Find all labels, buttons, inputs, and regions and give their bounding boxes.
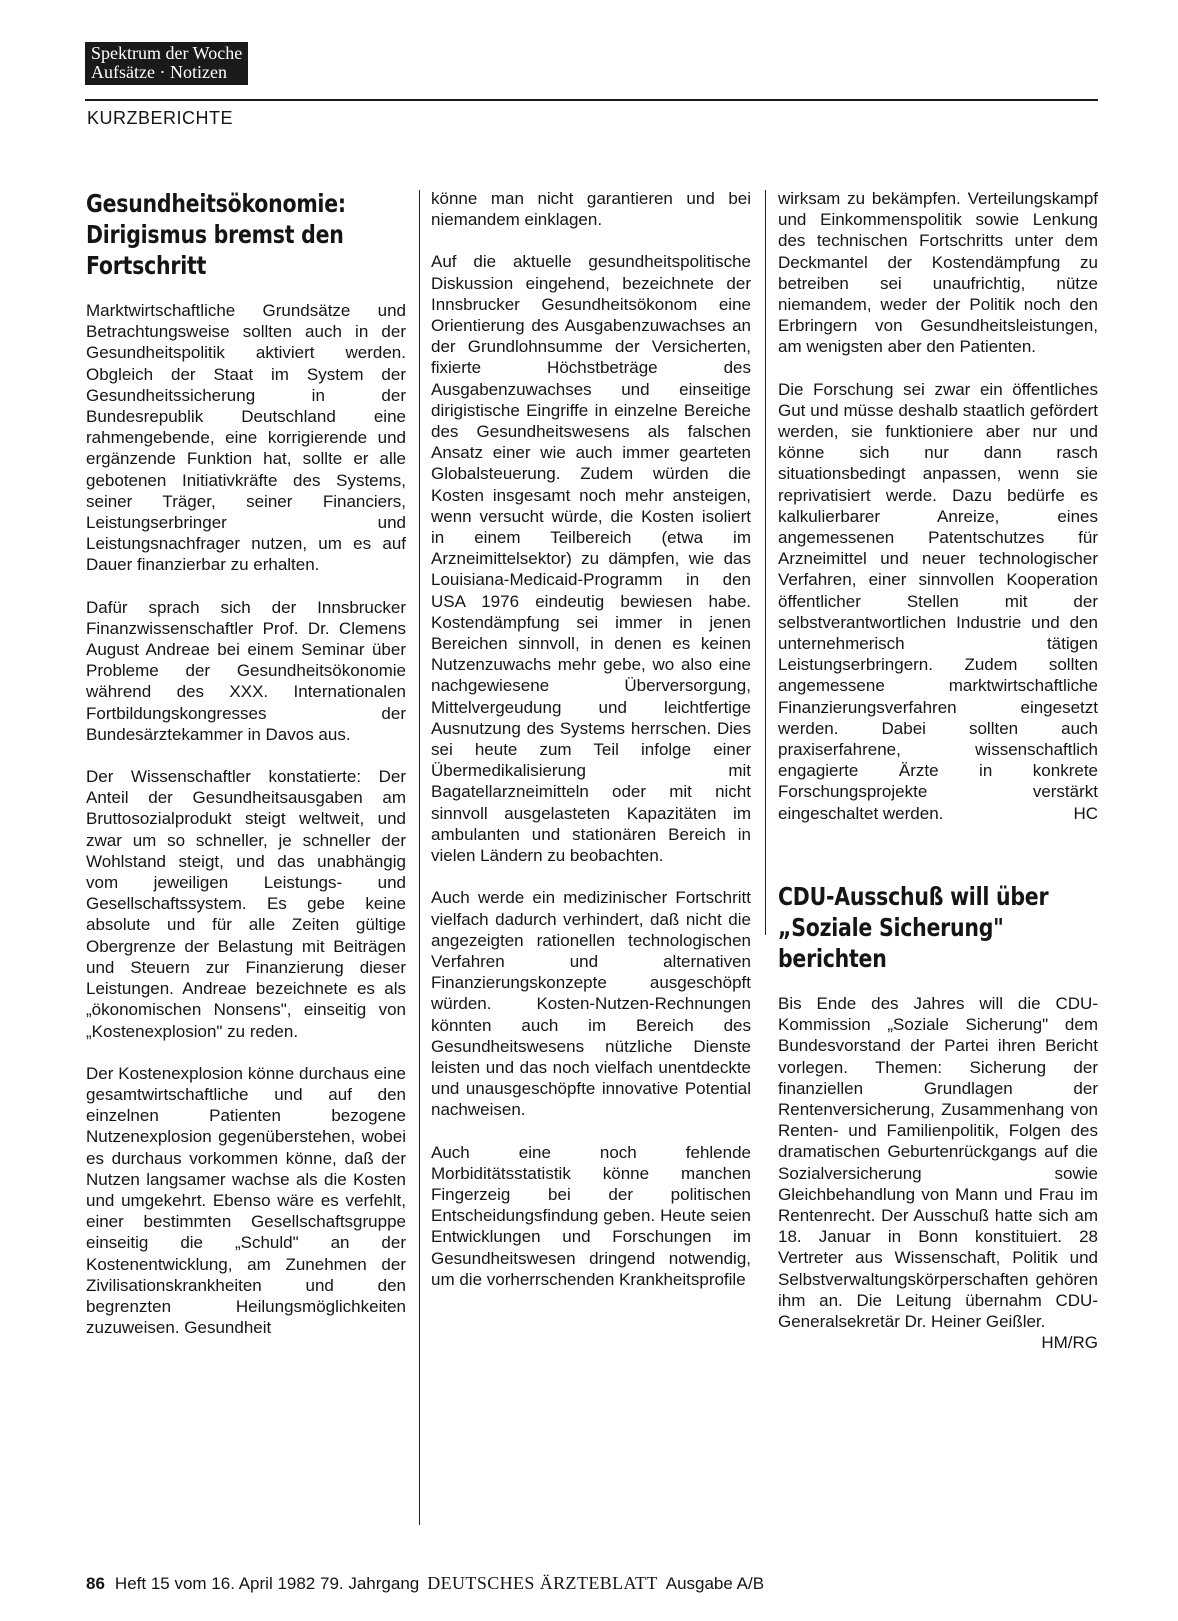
article1-paragraph-text: Die Forschung sei zwar ein öffentliches Gut und müsse deshalb staatlich gefördert werden, sie funktioniere aber nur und könne sich nur dann rasch situationsbedingt anpassen, wenn sie reprivatisiert werde. Dazu bedürfe es kalkulierbarer Anreize, eines angemessenen Patentschutzes für Arzneimittel und neuer technologischer Verfahren, einer sinnvollen Kooperation öffentlicher Stellen mit der selbstverantwortlichen Industrie und den unternehmerisch tätigen Leistungserbringern. Zudem sollten angemessene marktwirtschaftliche Finanzierungsverfahren eingesetzt werden. Dabei sollten auch praxiserfahrene, wissenschaftlich engagierte Ärzte in konkrete Forschungsprojekte verstärkt eingeschaltet werden.	[778, 379, 1098, 823]
article1-paragraph: Auch werde ein medizinischer Fortschritt vielfach dadurch verhindert, daß nicht die angezeigten rationellen technologischen Verfahren und alternativen Finanzierungskonzepte ausgeschöpft würden. Kosten-Nutzen-Rechnungen könnten auch im Bereich des Gesundheitswesens nützliche Dienste leisten und das noch vielfach unentdeckte und unausgeschöpfte innovative Potential nachweisen.	[431, 888, 751, 1120]
header-rule	[85, 99, 1098, 101]
page-footer	[86, 1573, 764, 1594]
article1-paragraph: wirksam zu bekämpfen. Verteilungskampf und Einkommenspolitik sowie Lenkung des technischen Fortschritts unter dem Deckmantel der Kostendämpfung zu betreiben sei unaufrichtig, nütze niemandem, weder der Politik noch den Erbringern von Gesundheitsleistungen, am wenigsten aber den Patienten.	[778, 189, 1098, 357]
column-rule-1	[419, 190, 420, 1525]
section-tag	[85, 42, 248, 85]
column-2	[431, 188, 751, 1311]
article2-headline: CDU-Ausschuß will über „Soziale Sicherung" berichten	[778, 881, 1049, 973]
column-rule-2	[765, 190, 766, 935]
article1-paragraph: Der Wissenschaftler konstatierte: Der Anteil der Gesundheitsausgaben am Bruttosozialprodukt steigt weltweit, und zwar um so schneller, je schneller der Wohlstand steigt, und das unabhängig vom jeweiligen Leistungs- und Gesellschaftssystem. Es gebe keine absolute und für alle Zeiten gültige Obergrenze der Belastung mit Beiträgen und Steuern zur Finanzierung dieser Leistungen. Andreae bezeichnete es als „ökonomischen Nonsens", einseitig von „Kostenexplosion" zu reden.	[86, 767, 406, 1041]
magazine-name: DEUTSCHES ÄRZTEBLATT	[427, 1573, 658, 1593]
page-number: 86	[86, 1574, 105, 1593]
article2-paragraph-text: Bis Ende des Jahres will die CDU-Kommission „Soziale Sicherung" dem Bundesvorstand der Partei ihren Bericht vorlegen. Themen: Sicherung der finanziellen Grundlagen der Rentenversicherung, Zusammenhang von Renten- und Familienpolitik, Folgen des dramatischen Geburtenrückgangs auf die Sozialversicherung sowie Gleichbehandlung von Mann und Frau im Rentenrecht. Der Ausschuß hatte sich am 18. Januar in Bonn konstituiert. 28 Vertreter aus Wissenschaft, Politik und Selbstverwaltungskörperschaften gehören ihm an. Die Leitung übernahm CDU-Generalsekretär Dr. Heiner Geißler.	[778, 993, 1098, 1331]
column-1	[86, 188, 406, 1359]
edition-info: Ausgabe A/B	[665, 1574, 765, 1593]
article1-paragraph: Auf die aktuelle gesundheitspolitische Diskussion eingehend, bezeichnete der Innsbrucker Gesundheitsökonom eine Orientierung des Ausgabenzuwachses an der Grundlohnsumme der Versicherten, fixierte Höchstbeträge des Ausgabenzuwachses und einseitige dirigistische Eingriffe in einzelne Bereiche des Gesundheitswesens als falschen Ansatz einer wie auch immer gearteten Globalsteuerung. Zudem würden die Kosten insgesamt noch mehr ansteigen, wenn versucht würde, die Kosten isoliert in einem Teilbereich (etwa im Arzneimittelsektor) zu dämpfen, wie das Louisiana-Medicaid-Programm in den USA 1976 eindeutig bewiesen habe. Kostendämpfung sei immer in jenen Bereichen sinnvoll, in denen es keinen Nutzenzuwachs mehr gebe, wo also eine nachgewiesene Überversorgung, Mittelvergeudung und leichtfertige Ausnutzung des Systems herrschen. Dies sei heute zum Teil infolge einer Übermedikalisierung mit Bagatellarzneimitteln oder mit nicht sinnvoll ausgelasteten Kapazitäten im ambulanten und stationären Bereich in vielen Ländern zu beobachten.	[431, 252, 751, 866]
article1-paragraph: könne man nicht garantieren und bei niemandem einklagen.	[431, 189, 751, 230]
article1-signature: HC	[1073, 803, 1098, 823]
article1-headline: Gesundheitsökonomie: Dirigismus bremst den Fortschritt	[86, 189, 346, 280]
category-label: KURZBERICHTE	[87, 108, 234, 128]
section-tag-line1: Spektrum der Woche	[91, 43, 243, 63]
section-tag-line2: Aufsätze · Notizen	[91, 62, 227, 82]
article2-paragraph	[778, 993, 1098, 1353]
article1-paragraph: Auch eine noch fehlende Morbiditätsstatistik könne manchen Fingerzeig bei der politischen Entscheidungsfindung geben. Heute seien Entwicklungen und Forschungen im Gesundheitswesen dringend notwendig, um die vorherrschenden Krankheitsprofile	[431, 1142, 751, 1289]
article1-paragraph: Dafür sprach sich der Innsbrucker Finanzwissenschaftler Prof. Dr. Clemens August Andreae bei einem Seminar über Probleme der Gesundheitsökonomie während des XXX. Internationalen Fortbildungskongresses der Bundesärztekammer in Davos aus.	[86, 597, 406, 744]
issue-info: Heft 15 vom 16. April 1982 79. Jahrgang	[114, 1574, 420, 1593]
article1-paragraph: Der Kostenexplosion könne durchaus eine gesamtwirtschaftliche und auf den einzelnen Patienten bezogene Nutzenexplosion gegenüberstehen, wobei es durchaus vorkommen könne, daß der Nutzen langsamer wachse als die Kosten und umgekehrt. Ebenso wäre es verfehlt, einer bestimmten Gesellschaftsgruppe einseitig die „Schuld" an der Kostenentwicklung, am Zunehmen der Zivilisationskrankheiten und den begrenzten Heilungsmöglichkeiten zuzuweisen. Gesundheit	[86, 1063, 406, 1338]
article2-signature: HM/RG	[1041, 1333, 1098, 1353]
article1-paragraph-final	[778, 379, 1098, 824]
column-3	[778, 188, 1098, 1353]
article1-paragraph: Marktwirtschaftliche Grundsätze und Betrachtungsweise sollten auch in der Gesundheitspolitik aktiviert werden. Obgleich der Staat im System der Gesundheitssicherung in der Bundesrepublik Deutschland eine rahmengebende, eine korrigierende und ergänzende Funktion hat, sollte er alle gebotenen Initiativkräfte des Systems, seiner Träger, seiner Financiers, Leistungserbringer und Leistungsnachfrager nutzen, um es auf Dauer finanzierbar zu erhalten.	[86, 301, 406, 575]
